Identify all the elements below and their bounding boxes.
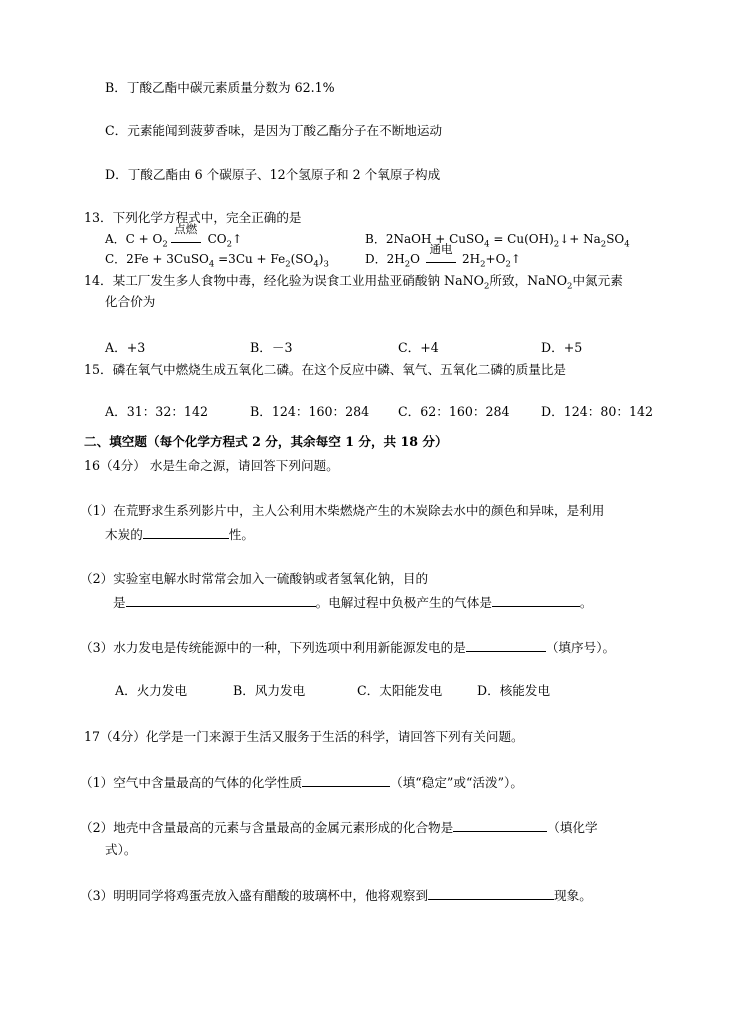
q16-answer-blank-4[interactable] [466, 639, 546, 652]
q13-option-b: B．2NaOH + CuSO$_4$ = $Cu(OH)_2↓+ Na_2SO_4$ [365, 232, 630, 250]
q12-option-d: D．丁酸乙酯由 6 个碳原子、12个氢原子和 2 个氧原子构成 [105, 167, 441, 182]
q15-option-b: B．124：160：284 [250, 404, 370, 419]
q16-part2-line1: （2）实验室电解水时常常会加入一硫酸钠或者氢氧化钠，目的 [80, 571, 429, 586]
q13-option-a: A．$C + O_2$ 点燃 $CO_2↑$ [105, 222, 243, 250]
q14-stem-line1: 14．某工厂发生多人食物中毒，经化验为误食工业用盐亚硝酸钠 NaNO$_2$所致，NaNO$_2$中氮元素 [84, 273, 623, 292]
q16-option-d: D．核能发电 [477, 683, 551, 698]
q14-option-d: D．+5 [541, 340, 583, 355]
q16-part1-line1: （1）在荒野求生系列影片中，主人公利用木柴燃烧产生的木炭除去水中的颜色和异味，是利用 [80, 503, 605, 518]
q14-stem-line2: 化合价为 [105, 294, 156, 309]
q16-answer-blank-3[interactable] [492, 594, 580, 607]
q14-option-b: B．－3 [250, 340, 293, 355]
q15-stem: 15．磷在氧气中燃烧生成五氧化二磷。在这个反应中磷、氧气、五氧化二磷的质量比是 [84, 362, 566, 377]
q16-answer-blank-1[interactable] [143, 526, 229, 539]
q15-option-c: C．62：160：284 [398, 404, 510, 419]
q16-option-c: C．太阳能发电 [357, 683, 443, 698]
q16-stem: 16（4分） 水是生命之源，请回答下列问题。 [84, 458, 339, 473]
q17-part1: （1）空气中含量最高的气体的化学性质 （填“稳定”或“活泼”）。 [80, 775, 523, 790]
q16-part2-line2: 是 。电解过程中负极产生的气体是 。 [113, 595, 593, 610]
q13-option-d: D．$2H_2O$ 通电 $2H_2+O_2↑$ [365, 242, 521, 270]
q14-option-a: A．+3 [105, 340, 146, 355]
q17-answer-blank-3[interactable] [428, 887, 554, 900]
q17-part3: （3）明明同学将鸡蛋壳放入盛有醋酸的玻璃杯中，他将观察到 现象。 [80, 888, 592, 903]
q16-answer-blank-2[interactable] [126, 594, 316, 607]
section-2-title: 二、填空题（每个化学方程式 2 分，其余每空 1 分，共 18 分） [84, 434, 448, 449]
q13-a-condition: 点燃 [174, 222, 198, 236]
q16-part3: （3）水力发电是传统能源中的一种，下列选项中利用新能源发电的是 （填序号）。 [80, 640, 616, 655]
q17-stem: 17（4分）化学是一门来源于生活又服务于生活的科学，请回答下列有关问题。 [84, 729, 524, 744]
q13-option-c: C．2Fe + 3CuSO$_4$ $=3Cu + Fe_2(SO_4)_3$ [105, 252, 329, 270]
q12-option-c: C．元素能闻到菠萝香味，是因为丁酸乙酯分子在不断地运动 [105, 123, 443, 138]
q13-d-condition: 通电 [429, 242, 453, 256]
q17-answer-blank-1[interactable] [302, 774, 390, 787]
q12-option-b: B．丁酸乙酯中碳元素质量分数为 62.1% [105, 80, 335, 95]
q13-stem: 13．下列化学方程式中，完全正确的是 [84, 210, 302, 225]
q17-answer-blank-2[interactable] [453, 819, 547, 832]
q15-option-d: D．124：80：142 [541, 404, 653, 419]
q17-part2-line1: （2）地壳中含量最高的元素与含量最高的金属元素形成的化合物是 （填化学 [80, 820, 598, 835]
q16-part1-line2: 木炭的 性。 [105, 527, 254, 542]
q16-option-a: A．火力发电 [115, 683, 188, 698]
q15-option-a: A．31：32：142 [105, 404, 208, 419]
q16-option-b: B．风力发电 [233, 683, 306, 698]
q14-option-c: C．+4 [398, 340, 439, 355]
q17-part2-line2: 式）。 [105, 842, 137, 857]
